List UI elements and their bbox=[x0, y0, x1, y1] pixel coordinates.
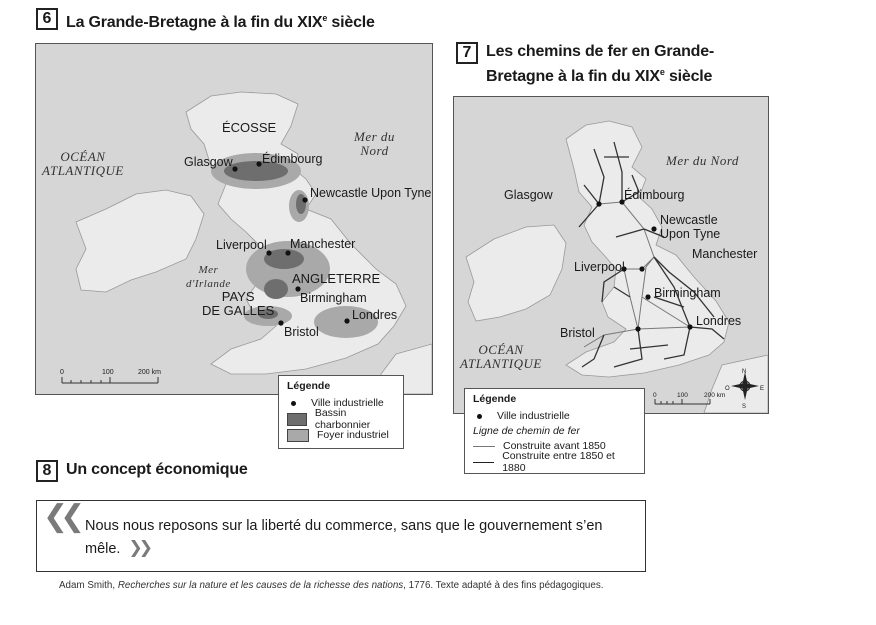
title-line-2 bbox=[486, 62, 714, 87]
ocean-label: OCÉAN ATLANTIQUE bbox=[460, 342, 542, 371]
birmingham-label: Birmingham bbox=[300, 291, 367, 305]
bristol-label: Bristol bbox=[560, 326, 595, 340]
quote-body: Nous nous reposons sur la liberté du commerce, sans que le gouvernement s’en mêle. bbox=[85, 518, 603, 557]
legend-industrial-label: Foyer industriel bbox=[317, 429, 389, 441]
map-railways bbox=[453, 96, 769, 414]
scale-200: 200 km bbox=[704, 392, 726, 399]
section-8-header bbox=[36, 460, 248, 482]
birmingham-label: Birmingham bbox=[654, 286, 721, 300]
compass-e: E bbox=[760, 386, 765, 392]
compass-n: N bbox=[742, 369, 747, 375]
legend-map-6 bbox=[278, 375, 404, 449]
dark-line-swatch bbox=[473, 462, 494, 463]
legend-title: Légende bbox=[287, 380, 331, 392]
newcastle-label: Newcastle Upon Tyne bbox=[660, 213, 721, 241]
legend-row-city bbox=[473, 408, 636, 424]
light-line-swatch bbox=[473, 446, 495, 447]
north-sea-label: Mer du Nord bbox=[354, 129, 395, 158]
section-number: 6 bbox=[36, 8, 58, 30]
title-text: Bretagne à la fin du XIX bbox=[486, 68, 660, 85]
city-dot-icon bbox=[291, 401, 296, 406]
legend-between-label: Construite entre 1850 et 1880 bbox=[502, 450, 615, 474]
legend-city-label: Ville industrielle bbox=[311, 397, 384, 409]
bristol-label: Bristol bbox=[284, 325, 319, 339]
section-7-header bbox=[456, 42, 714, 87]
scale-200: 200 km bbox=[138, 369, 161, 376]
section-6-header bbox=[36, 8, 375, 33]
manchester-label: Manchester bbox=[290, 237, 356, 251]
title-sup: e bbox=[659, 67, 665, 77]
scotland-label: ÉCOSSE bbox=[222, 120, 277, 135]
legend-title: Légende bbox=[473, 393, 517, 405]
ocean-label: OCÉAN ATLANTIQUE bbox=[42, 149, 124, 178]
scale-0: 0 bbox=[653, 392, 657, 399]
compass-o: O bbox=[725, 386, 730, 392]
section-number: 8 bbox=[36, 460, 58, 482]
glasgow-label: Glasgow bbox=[184, 155, 233, 169]
industrial-swatch bbox=[287, 429, 309, 442]
wales-label: PAYS DE GALLES bbox=[202, 289, 275, 318]
section-title: Un concept économique bbox=[66, 461, 248, 478]
scale-100: 100 bbox=[677, 392, 688, 399]
compass-s: S bbox=[742, 404, 747, 410]
map-graphic bbox=[36, 44, 432, 394]
title-text: La Grande-Bretagne à la fin du XIX bbox=[66, 14, 323, 31]
map-industrial-britain bbox=[35, 43, 433, 395]
legend-city-label: Ville industrielle bbox=[497, 410, 570, 422]
edinburgh-label: Édimbourg bbox=[624, 188, 685, 202]
title-sup: e bbox=[322, 13, 328, 23]
legend-before-label: Construite avant 1850 bbox=[503, 440, 606, 452]
newcastle-label: Newcastle Upon Tyne bbox=[310, 186, 432, 200]
irish-sea-label: Mer d'Irlande bbox=[186, 264, 231, 290]
england-label: ANGLETERRE bbox=[292, 271, 381, 286]
legend-row-coal bbox=[287, 407, 395, 431]
london-label: Londres bbox=[352, 308, 398, 322]
quote-text bbox=[85, 515, 605, 560]
liverpool-label: Liverpool bbox=[574, 260, 625, 274]
title-end: siècle bbox=[664, 68, 713, 85]
legend-row-industrial bbox=[287, 427, 395, 443]
scale-100: 100 bbox=[102, 369, 114, 376]
source-author: Adam Smith, bbox=[59, 580, 118, 591]
quote-box bbox=[36, 500, 646, 572]
legend-row-1850-1880 bbox=[473, 450, 636, 474]
quote-open-icon: ❮❮ bbox=[43, 499, 78, 534]
manchester-label: Manchester bbox=[692, 247, 758, 261]
section-title bbox=[66, 8, 375, 33]
source-rest: , 1776. Texte adapté à des fins pédagogiques. bbox=[403, 580, 604, 591]
source-citation bbox=[59, 580, 603, 591]
title-end: siècle bbox=[327, 14, 375, 31]
liverpool-label: Liverpool bbox=[216, 238, 267, 252]
source-title: Recherches sur la nature et les causes de la richesse des nations bbox=[117, 580, 404, 591]
north-sea-label: Mer du Nord bbox=[666, 153, 739, 168]
coal-swatch bbox=[287, 413, 307, 426]
edinburgh-label: Édimbourg bbox=[262, 152, 323, 166]
scale-0: 0 bbox=[60, 369, 64, 376]
glasgow-label: Glasgow bbox=[504, 188, 553, 202]
city-dot-icon bbox=[477, 414, 482, 419]
legend-railway-heading: Ligne de chemin de fer bbox=[473, 425, 580, 437]
london-label: Londres bbox=[696, 314, 742, 328]
section-number: 7 bbox=[456, 42, 478, 64]
legend-map-7 bbox=[464, 388, 645, 474]
quote-close-icon: ❯❯ bbox=[128, 538, 149, 558]
section-title bbox=[486, 42, 714, 87]
title-line-1: Les chemins de fer en Grande- bbox=[486, 43, 715, 60]
legend-coal-label: Bassin charbonnier bbox=[314, 407, 371, 431]
